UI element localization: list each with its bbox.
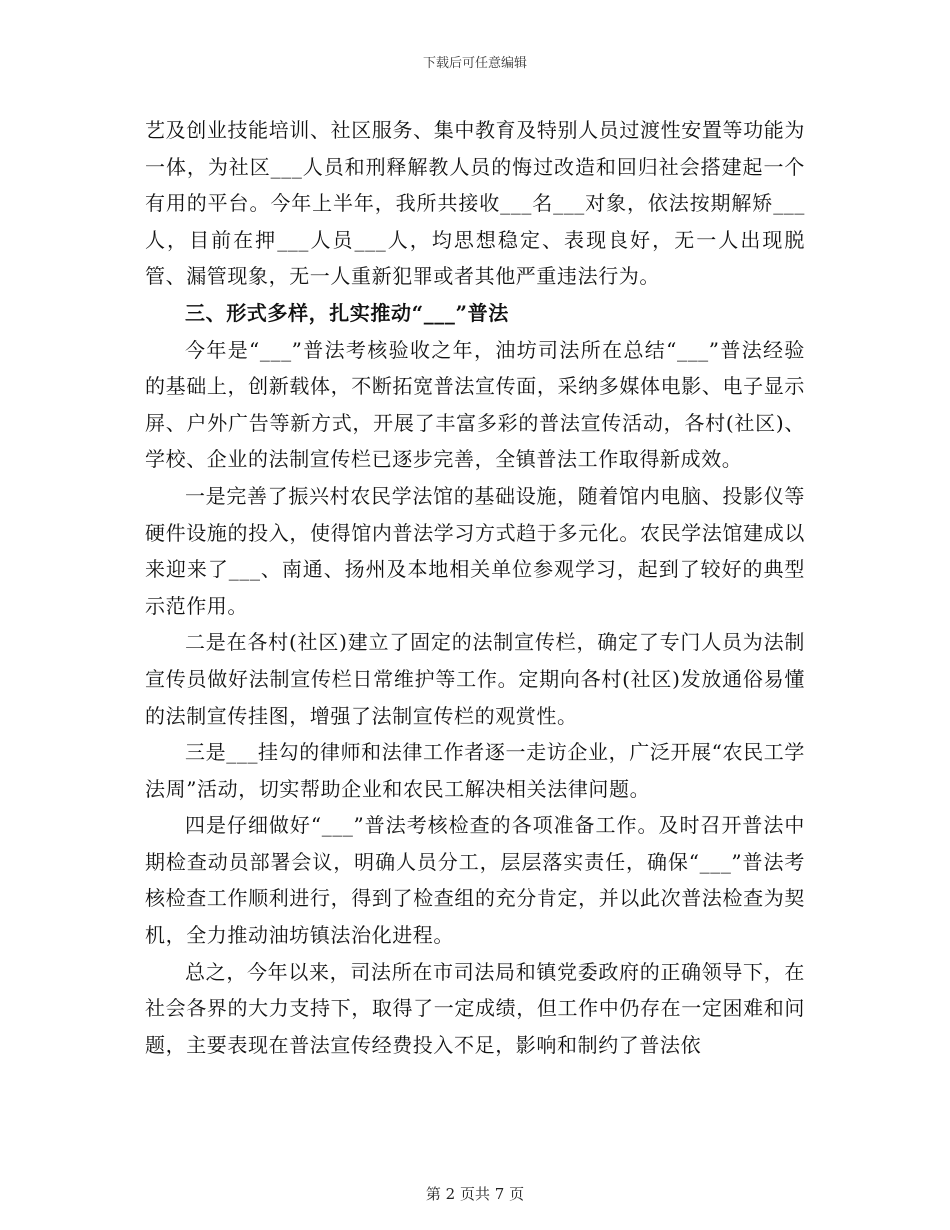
page-footer: 第 2 页共 7 页 <box>425 1185 525 1203</box>
page-header: 下载后可任意编辑 <box>422 56 527 71</box>
paragraph: 三是___挂勾的律师和法律工作者逐一走访企业，广泛开展“农民工学法周”活动，切实帮助企业和农民工解决相关法律问题。 <box>145 740 805 801</box>
paragraph: 今年是“___”普法考核验收之年，油坊司法所在总结“___”普法经验的基础上，创新载体，不断拓宽普法宣传面，采纳多媒体电影、电子显示屏、户外广告等新方式，开展了丰富多彩的普法宣传活动，各村(社区)、学校、企业的法制宣传栏已逐步完善，全镇普法工作取得新成效。 <box>145 337 805 472</box>
paragraph: 二是在各村(社区)建立了固定的法制宣传栏，确定了专门人员为法制宣传员做好法制宣传栏日常维护等工作。定期向各村(社区)发放通俗易懂的法制宣传挂图，增强了法制宣传栏的观赏性。 <box>145 630 805 728</box>
paragraph: 一是完善了振兴村农民学法馆的基础设施，随着馆内电脑、投影仪等硬件设施的投入，使得馆内普法学习方式趋于多元化。农民学法馆建成以来迎来了___、南通、扬州及本地相关单位参观学习，起到了较好的典型示范作用。 <box>145 483 805 618</box>
document-body <box>145 112 805 1063</box>
paragraph: 总之，今年以来，司法所在市司法局和镇党委政府的正确领导下，在社会各界的大力支持下，取得了一定成绩，但工作中仍存在一定困难和问题，主要表现在普法宣传经费投入不足，影响和制约了普法依 <box>145 959 805 1057</box>
paragraph: 四是仔细做好“___”普法考核检查的各项准备工作。及时召开普法中期检查动员部署会议，明确人员分工，层层落实责任，确保“___”普法考核检查工作顺利进行，得到了检查组的充分肯定，并以此次普法检查为契机，全力推动油坊镇法治化进程。 <box>145 813 805 948</box>
paragraph-continuation: 艺及创业技能培训、社区服务、集中教育及特别人员过渡性安置等功能为一体，为社区___人员和刑释解教人员的悔过改造和回归社会搭建起一个有用的平台。今年上半年，我所共接收___名___对象，依法按期解矫___人，目前在押___人员___人，均思想稳定、表现良好，无一人出现脱管、漏管现象，无一人重新犯罪或者其他严重违法行为。 <box>145 118 805 289</box>
section-heading: 三、形式多样，扎实推动“___”普法 <box>185 300 509 325</box>
